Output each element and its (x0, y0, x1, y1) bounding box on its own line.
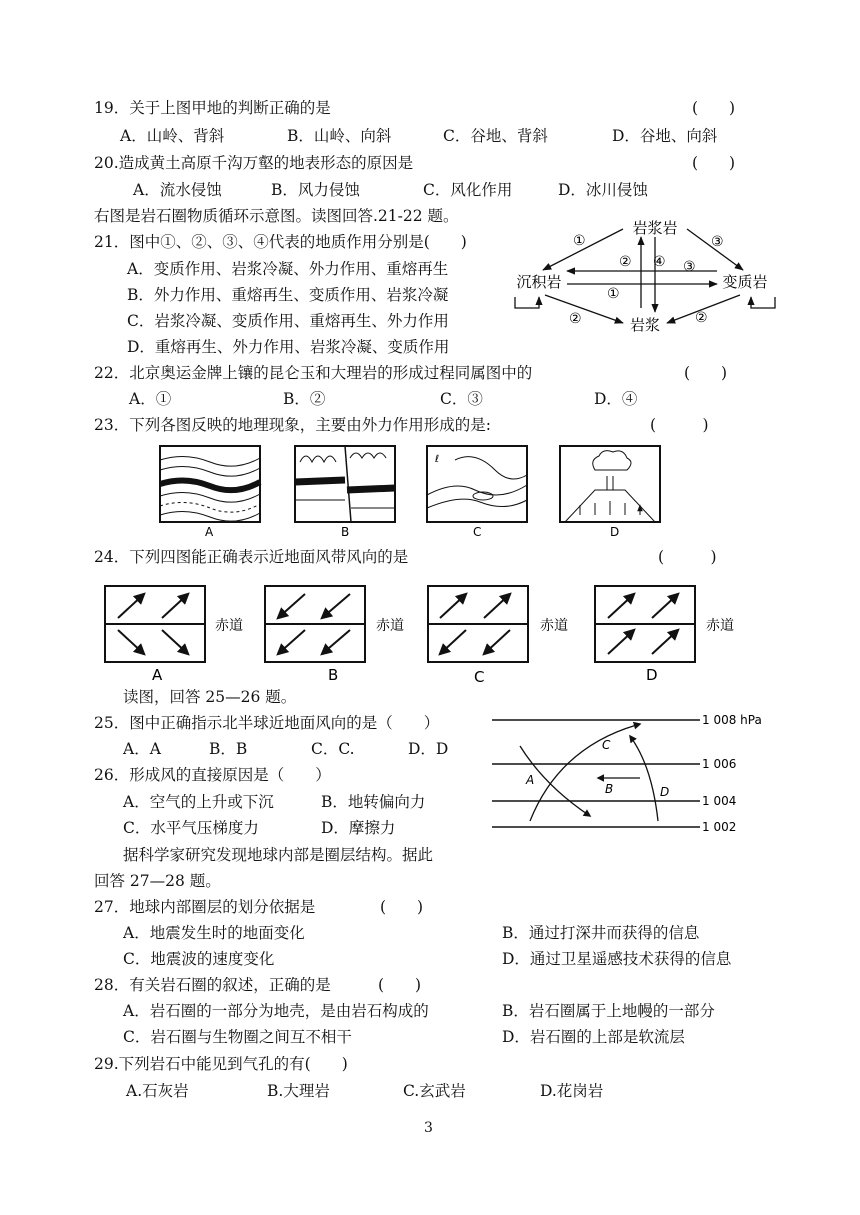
q20-option-d[interactable]: D．冰川侵蚀 (558, 181, 648, 199)
svg-text:ℓ: ℓ (435, 454, 440, 465)
q28-stem: 28．有关岩石圈的叙述，正确的是 (94, 976, 331, 994)
q20-option-b[interactable]: B．风力侵蚀 (271, 181, 360, 199)
isobar-wind-a: A (526, 773, 535, 787)
isobar-diagram (490, 706, 790, 836)
q23-label-d: D (610, 525, 620, 539)
q24-wind-belts (100, 580, 770, 688)
q24-equator-b: 赤道 (376, 618, 404, 634)
q24-equator-a: 赤道 (215, 618, 243, 634)
q22-option-a[interactable]: A．① (129, 390, 172, 408)
q22-option-c[interactable]: C．③ (440, 390, 483, 408)
q27-option-a[interactable]: A．地震发生时的地面变化 (123, 924, 305, 942)
q23-images (155, 440, 675, 540)
q28-option-b[interactable]: B．岩石圈属于上地幔的一部分 (502, 1002, 715, 1020)
q25-option-c[interactable]: C．C. (311, 740, 355, 758)
page-number: 3 (424, 1120, 433, 1136)
q27-option-b[interactable]: B．通过打深井而获得的信息 (502, 924, 700, 942)
isobar-wind-d: D (660, 785, 670, 799)
q29-option-c[interactable]: C.玄武岩 (403, 1082, 466, 1100)
q24-stem: 24．下列四图能正确表示近地面风带风向的是 (94, 548, 409, 566)
q25-option-b[interactable]: B．B (209, 740, 248, 758)
isobar-label-1006: 1 006 (702, 757, 737, 771)
rock-cycle-magma: 岩浆 (629, 316, 661, 334)
q21-stem: 21．图中①、②、③、④代表的地质作用分别是( ) (94, 233, 467, 251)
q20-option-a[interactable]: A．流水侵蚀 (133, 181, 222, 199)
rock-cycle-label-2c: ② (695, 310, 708, 326)
intro-27-28-line1: 据科学家研究发现地球内部是圈层结构。据此 (123, 846, 434, 864)
q22-option-b[interactable]: B．② (283, 390, 326, 408)
q21-option-c[interactable]: C．岩浆冷凝、变质作用、重熔再生、外力作用 (127, 312, 449, 330)
q19-option-b[interactable]: B．山岭、向斜 (287, 127, 392, 145)
intro-27-28-line2: 回答 27—28 题。 (94, 872, 221, 890)
q24-equator-c: 赤道 (540, 618, 568, 634)
rock-cycle-magmatic: 岩浆岩 (632, 219, 678, 237)
isobar-label-1002: 1 002 (702, 820, 737, 834)
rock-cycle-label-3b: ③ (683, 259, 696, 275)
isobar-wind-c: C (602, 738, 611, 752)
rock-cycle-diagram (505, 215, 785, 340)
q26-option-d[interactable]: D．摩擦力 (321, 819, 396, 837)
q24-label-d: D (646, 666, 658, 684)
q25-option-d[interactable]: D．D (408, 740, 449, 758)
q28-option-c[interactable]: C．岩石圈与生物圈之间互不相干 (123, 1028, 352, 1046)
rock-cycle-label-2b: ② (569, 311, 582, 327)
q26-option-a[interactable]: A．空气的上升或下沉 (123, 793, 274, 811)
q22-stem: 22．北京奥运金牌上镶的昆仑玉和大理岩的形成过程同属图中的 (94, 364, 533, 382)
rock-cycle-label-1b: ① (607, 286, 620, 302)
q21-option-a[interactable]: A．变质作用、岩浆冷凝、外力作用、重熔再生 (127, 260, 449, 278)
q24-label-c: C (474, 668, 485, 686)
q29-option-d[interactable]: D.花岗岩 (540, 1082, 604, 1100)
rock-cycle-metamorphic: 变质岩 (722, 273, 768, 291)
rock-cycle-label-2a: ② (619, 254, 632, 270)
q23-label-b: B (341, 525, 350, 539)
q20-answer-paren: ( ) (692, 154, 736, 172)
q29-option-a[interactable]: A.石灰岩 (126, 1082, 189, 1100)
q19-option-d[interactable]: D．谷地、向斜 (612, 127, 718, 145)
q24-answer-paren: ( ) (658, 548, 717, 566)
q19-answer-paren: ( ) (692, 99, 736, 117)
rock-cycle-label-3a: ③ (711, 234, 724, 250)
q28-answer-paren: ( ) (378, 976, 422, 994)
rock-cycle-label-1a: ① (573, 233, 586, 249)
intro-25-26: 读图，回答 25—26 题。 (123, 688, 297, 706)
q22-answer-paren: ( ) (684, 364, 728, 382)
intro-21-22: 右图是岩石圈物质循环示意图。读图回答.21-22 题。 (94, 207, 459, 225)
q21-option-b[interactable]: B．外力作用、重熔再生、变质作用、岩浆冷凝 (127, 286, 449, 304)
q19-option-a[interactable]: A．山岭、背斜 (120, 127, 225, 145)
q27-stem: 27．地球内部圈层的划分依据是 (94, 898, 316, 916)
q24-label-b: B (328, 666, 339, 684)
q23-image-b (295, 446, 395, 522)
q24-label-a: A (152, 666, 163, 684)
q23-image-c (427, 446, 527, 522)
q24-equator-d: 赤道 (706, 618, 734, 634)
q26-option-c[interactable]: C．水平气压梯度力 (123, 819, 259, 837)
q25-option-a[interactable]: A．A (123, 740, 161, 758)
q19-option-c[interactable]: C．谷地、背斜 (443, 127, 548, 145)
q20-stem: 20.造成黄土高原千沟万壑的地表形态的原因是 (94, 154, 414, 172)
isobar-label-1004: 1 004 (702, 794, 737, 808)
q23-label-c: C (473, 525, 482, 539)
q23-answer-paren: ( ) (650, 416, 709, 434)
q28-option-d[interactable]: D．岩石圈的上部是软流层 (502, 1028, 685, 1046)
q27-option-c[interactable]: C．地震波的速度变化 (123, 950, 275, 968)
q23-image-a (160, 446, 260, 522)
q25-stem: 25．图中正确指示北半球近地面风向的是（ ） (94, 714, 440, 732)
q29-option-b[interactable]: B.大理岩 (267, 1082, 330, 1100)
q29-stem: 29.下列岩石中能见到气孔的有( ) (94, 1055, 348, 1073)
q26-option-b[interactable]: B．地转偏向力 (321, 793, 426, 811)
isobar-wind-b: B (605, 782, 614, 796)
rock-cycle-sedimentary: 沉积岩 (516, 273, 562, 291)
q23-stem: 23．下列各图反映的地理现象，主要由外力作用形成的是: (94, 416, 491, 434)
rock-cycle-label-4: ④ (653, 254, 666, 270)
q19-stem: 19．关于上图甲地的判断正确的是 (94, 99, 331, 117)
q23-image-d (560, 446, 660, 522)
q28-option-a[interactable]: A．岩石圈的一部分为地壳，是由岩石构成的 (123, 1002, 429, 1020)
q27-answer-paren: ( ) (380, 898, 424, 916)
isobar-label-1008: 1 008 hPa (702, 713, 762, 727)
q23-label-a: A (205, 525, 214, 539)
q27-option-d[interactable]: D．通过卫星遥感技术获得的信息 (502, 950, 732, 968)
q26-stem: 26．形成风的直接原因是（ ） (94, 766, 331, 784)
q21-option-d[interactable]: D．重熔再生、外力作用、岩浆冷凝、变质作用 (127, 338, 450, 356)
q22-option-d[interactable]: D．④ (594, 390, 638, 408)
q20-option-c[interactable]: C．风化作用 (423, 181, 513, 199)
